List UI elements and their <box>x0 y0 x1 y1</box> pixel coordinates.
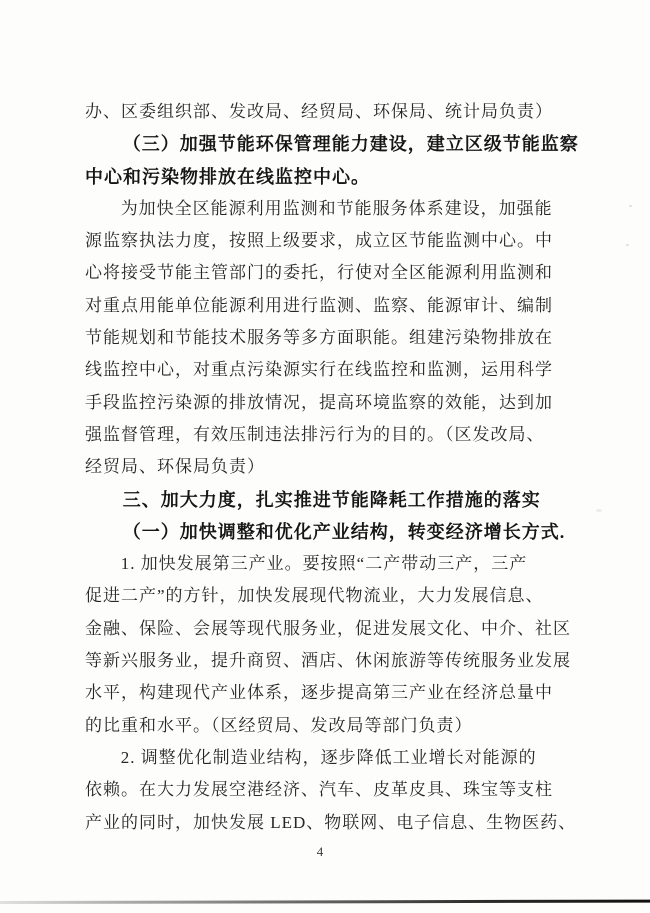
text-line: 为加快全区能源利用监测和节能服务体系建设，加强能 <box>120 198 553 218</box>
text-line: 节能规划和节能技术服务等多方面职能。组建污染物排放在 <box>85 328 553 348</box>
text-line-heading: 中心和污染物排放在线监控中心。 <box>85 166 370 187</box>
text-line: 金融、保险、会展等现代服务业，促进发展文化、中介、社区 <box>85 618 571 638</box>
text-line: 心将接受节能主管部门的委托，行使对全区能源利用监测和 <box>85 263 553 283</box>
text-line: 手段监控污染源的排放情况，提高环境监察的效能，达到加 <box>85 392 553 412</box>
bottom-scan-edge-line <box>0 900 650 904</box>
page-body <box>85 96 579 860</box>
text-line: 依赖。在大力发展空港经济、汽车、皮革皮具、珠宝等支柱 <box>85 780 553 800</box>
text-line: 线监控中心，对重点污染源实行在线监控和监测，运用科学 <box>85 360 553 380</box>
text-line: 对重点用能单位能源利用进行监测、监察、能源审计、编制 <box>85 295 553 315</box>
text-line: 办、区委组织部、发改局、经贸局、环保局、统计局负责） <box>85 102 553 121</box>
scan-speck <box>539 531 542 533</box>
text-line: 强监督管理，有效压制违法排污行为的目的。（区发改局、 <box>85 424 545 444</box>
text-line: 1. 加快发展第三产业。要按照“二产带动三产，三产 <box>120 554 528 574</box>
scan-speck <box>596 509 602 512</box>
text-line: 的比重和水平。（区经贸局、发改局等部门负责） <box>85 715 473 735</box>
text-line-heading: 三、加大力度，扎实推进节能降耗工作措施的落实 <box>122 489 541 510</box>
scan-speck <box>629 205 632 207</box>
text-line-heading: （三）加强节能环保管理能力建设，建立区级节能监察 <box>122 134 579 155</box>
text-line: 源监察执法力度，按照上级要求，成立区节能监测中心。中 <box>85 231 553 251</box>
text-line: 等新兴服务业，提升商贸、酒店、休闲旅游等传统服务业发展 <box>85 651 571 671</box>
page-number: 4 <box>316 843 324 859</box>
text-line: 产业的同时，加快发展 LED、物联网、电子信息、生物医药、 <box>85 812 577 832</box>
text-line: 水平，构建现代产业体系，逐步提高第三产业在经济总量中 <box>85 683 553 703</box>
text-line-heading: （一）加快调整和优化产业结构，转变经济增长方式. <box>122 521 566 542</box>
text-line: 促进二产”的方针，加快发展现代物流业，大力发展信息、 <box>85 586 544 606</box>
text-line: 2. 调整优化制造业结构，逐步降低工业增长对能源的 <box>120 747 537 767</box>
scan-speck <box>626 244 629 246</box>
text-line: 经贸局、环保局负责） <box>85 457 265 477</box>
